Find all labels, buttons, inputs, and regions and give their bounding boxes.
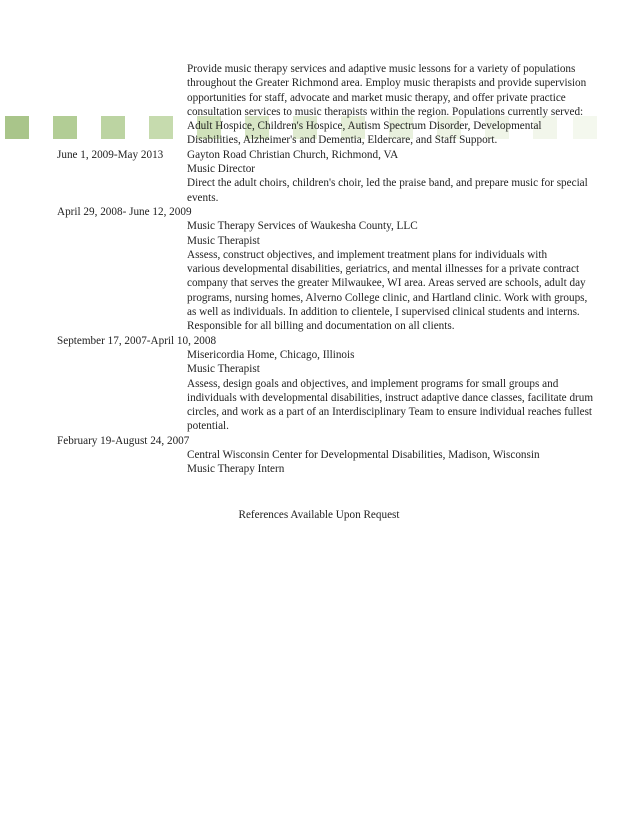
description-line: Adult Hospice, Children's Hospice, Autism Spectrum Disorder, Developmental: [187, 120, 542, 133]
description-line: as well as individuals. In addition to clientele, I supervised clinical students and interns.: [187, 306, 580, 319]
experience-section: [0, 62, 638, 477]
job-entry: [0, 148, 638, 205]
description-line: company that serves the greater Milwaukee, WI area. Areas served are schools, adult day: [187, 277, 586, 290]
job-employer: Gayton Road Christian Church, Richmond, VA: [187, 148, 399, 161]
job-employer: Misericordia Home, Chicago, Illinois: [187, 348, 355, 361]
job-entry: [0, 334, 638, 434]
job-dates: April 29, 2008- June 12, 2009: [57, 205, 192, 218]
description-line: Provide music therapy services and adaptive music lessons for a variety of populations: [187, 63, 576, 75]
references-note: References Available Upon Request: [238, 509, 400, 521]
job-dates: June 1, 2009-May 2013: [57, 148, 164, 161]
job-dates: September 17, 2007-April 10, 2008: [57, 334, 217, 347]
job-dates: February 19-August 24, 2007: [57, 434, 190, 447]
description-line: consultation services to music therapists within the region. Populations currently served:: [187, 105, 584, 118]
job-title: Music Director: [187, 163, 256, 176]
description-line: Disabilities, Alzheimer's and Dementia, Eldercare, and Staff Support.: [187, 134, 498, 147]
description-line: circles, and work as a part of an Interdisciplinary Team to ensure individual reaches fullest: [187, 406, 593, 419]
description-line: programs, nursing homes, Alverno College clinic, and Hartland clinic. Work with groups,: [187, 291, 588, 304]
description-line: Assess, construct objectives, and implement treatment plans for individuals with: [187, 248, 548, 261]
job-title: Music Therapy Intern: [187, 463, 285, 476]
job-employer: Music Therapy Services of Waukesha County, LLC: [187, 220, 418, 233]
description-line: throughout the Greater Richmond area. Employ music therapists and provide supervision: [187, 77, 587, 90]
description-line: Direct the adult choirs, children's choir, led the praise band, and prepare music for special: [187, 177, 588, 190]
description-line: various developmental disabilities, geriatrics, and mental illnesses for a private contract: [187, 263, 580, 276]
intro-entry: [0, 62, 638, 148]
description-line: individuals with developmental disabilities, instruct adaptive dance classes, facilitate drum: [187, 391, 594, 404]
intro-description: [187, 62, 599, 148]
job-entry: [0, 434, 638, 477]
job-employer: Central Wisconsin Center for Developmental Disabilities, Madison, Wisconsin: [187, 449, 540, 462]
job-title: Music Therapist: [187, 234, 260, 247]
description-line: opportunities for staff, advocate and market music therapy, and offer private practice: [187, 91, 566, 104]
job-entry: [0, 205, 638, 334]
job-title: Music Therapist: [187, 363, 260, 376]
description-line: Assess, design goals and objectives, and implement programs for small groups and: [187, 377, 559, 390]
description-line: Responsible for all billing and documentation on all clients.: [187, 320, 455, 333]
description-line: potential.: [187, 420, 229, 433]
description-line: events.: [187, 191, 219, 204]
